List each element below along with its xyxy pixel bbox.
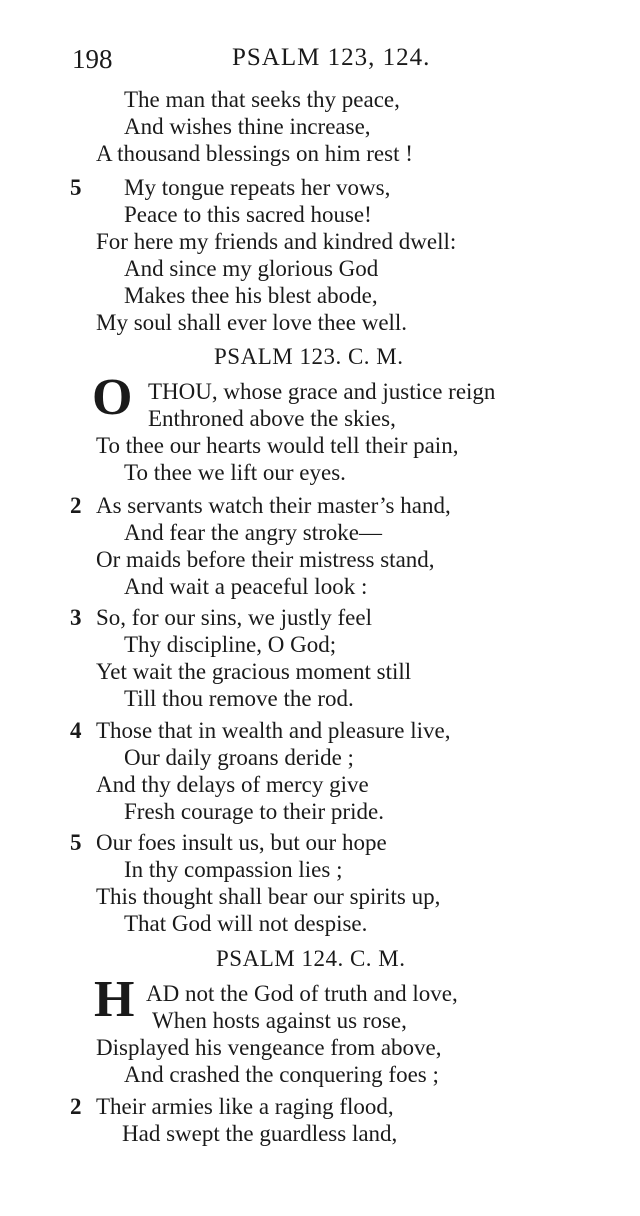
stanza-number: 3 <box>70 605 82 630</box>
verse-line: As servants watch their master’s hand, <box>96 493 451 518</box>
verse-line: Peace to this sacred house! <box>124 202 372 227</box>
stanza-number: 5 <box>70 175 82 200</box>
verse-line: To thee we lift our eyes. <box>124 460 346 485</box>
verse-line: Thy discipline, O God; <box>124 632 337 657</box>
verse-line: So, for our sins, we justly feel <box>96 605 372 630</box>
verse-line: Displayed his vengeance from above, <box>96 1035 442 1060</box>
verse-line: Or maids before their mistress stand, <box>96 547 435 572</box>
verse-line: And crashed the conquering foes ; <box>124 1062 439 1087</box>
stanza-number: 2 <box>70 1094 82 1119</box>
verse-line: And thy delays of mercy give <box>96 772 369 797</box>
verse-line: Makes thee his blest abode, <box>124 283 378 308</box>
verse-line: Our daily groans deride ; <box>124 745 354 770</box>
stanza-number: 2 <box>70 493 82 518</box>
verse-line: When hosts against us rose, <box>152 1008 407 1033</box>
psalm-title: PSALM 124. C. M. <box>216 946 406 971</box>
verse-line: AD not the God of truth and love, <box>146 981 458 1006</box>
verse-line: This thought shall bear our spirits up, <box>96 884 441 909</box>
drop-cap: H <box>94 971 135 1028</box>
verse-line: A thousand blessings on him rest ! <box>96 141 413 166</box>
psalm-title: PSALM 123. C. M. <box>214 344 404 369</box>
page-number: 198 <box>72 44 113 74</box>
verse-line: And fear the angry stroke— <box>124 520 383 545</box>
verse-line: And wait a peaceful look : <box>124 574 368 599</box>
verse-line: Our foes insult us, but our hope <box>96 830 387 855</box>
verse-line: Their armies like a raging flood, <box>96 1094 394 1119</box>
verse-line: And wishes thine increase, <box>124 114 371 139</box>
verse-line: The man that seeks thy peace, <box>124 87 400 112</box>
verse-line: My soul shall ever love thee well. <box>96 310 408 335</box>
stanza-number: 5 <box>70 830 82 855</box>
verse-line: And since my glorious God <box>124 256 379 281</box>
verse-line: For here my friends and kindred dwell: <box>96 229 457 254</box>
verse-line: Enthroned above the skies, <box>148 406 396 431</box>
verse-line: Fresh courage to their pride. <box>124 799 384 824</box>
drop-cap: O <box>92 369 133 426</box>
verse-line: Had swept the guardless land, <box>122 1121 398 1146</box>
verse-line: Yet wait the gracious moment still <box>96 659 412 684</box>
verse-line: To thee our hearts would tell their pain, <box>96 433 459 458</box>
verse-line: Till thou remove the rod. <box>124 686 354 711</box>
verse-line: That God will not despise. <box>124 911 368 936</box>
verse-line: Those that in wealth and pleasure live, <box>96 718 451 743</box>
verse-line: My tongue repeats her vows, <box>124 175 391 200</box>
running-title: PSALM 123, 124. <box>232 44 431 71</box>
verse-line: In thy compassion lies ; <box>124 857 343 882</box>
stanza-number: 4 <box>70 718 82 743</box>
running-header <box>72 44 600 78</box>
verse-line: THOU, whose grace and justice reign <box>148 379 496 404</box>
